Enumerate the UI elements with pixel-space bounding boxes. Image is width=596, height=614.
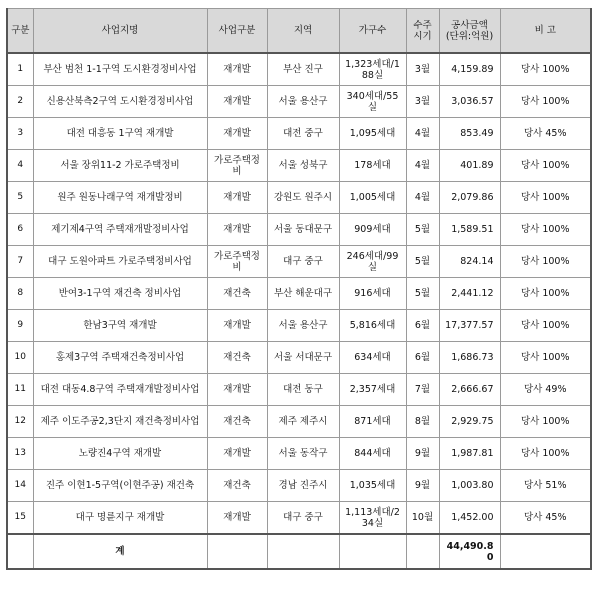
header-amount: 공사금액(단위:억원) [439,9,500,54]
cell-households: 1,005세대 [339,182,406,214]
cell-project-type: 재개발 [207,502,267,535]
cell-amount: 17,377.57 [439,310,500,342]
cell-project-type: 재개발 [207,374,267,406]
cell-no: 7 [7,246,33,278]
cell-project-name: 원주 원동나래구역 재개발정비 [33,182,207,214]
cell-note: 당사 45% [500,118,591,150]
cell-project-type: 재개발 [207,86,267,118]
table-row [7,246,591,278]
cell-amount: 824.14 [439,246,500,278]
cell-households: 871세대 [339,406,406,438]
cell-project-name: 제기제4구역 주택재개발정비사업 [33,214,207,246]
header-region: 지역 [267,9,339,54]
cell-households: 340세대/55실 [339,86,406,118]
cell-project-type: 재건축 [207,470,267,502]
table-row [7,214,591,246]
cell-households: 1,113세대/234실 [339,502,406,535]
cell-project-name: 반여3-1구역 재건축 정비사업 [33,278,207,310]
cell-project-type: 재개발 [207,53,267,86]
table-row [7,278,591,310]
cell-no: 13 [7,438,33,470]
cell-amount: 3,036.57 [439,86,500,118]
cell-project-name: 진주 이현1-5구역(이현주공) 재건축 [33,470,207,502]
cell-project-name: 한남3구역 재개발 [33,310,207,342]
cell-month: 5월 [406,214,439,246]
cell-region: 서울 성북구 [267,150,339,182]
cell-region: 서울 동작구 [267,438,339,470]
cell-region: 대구 중구 [267,502,339,535]
cell-note: 당사 100% [500,310,591,342]
cell-project-name: 대전 대흥동 1구역 재개발 [33,118,207,150]
cell-households: 634세대 [339,342,406,374]
cell-no: 5 [7,182,33,214]
cell-month: 6월 [406,310,439,342]
cell-region: 부산 해운대구 [267,278,339,310]
cell-note: 당사 51% [500,470,591,502]
cell-project-type: 재개발 [207,118,267,150]
table-row [7,438,591,470]
cell-project-name: 부산 범천 1-1구역 도시환경정비사업 [33,53,207,86]
cell-region: 대전 동구 [267,374,339,406]
table-row [7,406,591,438]
cell-month: 9월 [406,470,439,502]
cell-note: 당사 100% [500,182,591,214]
cell-note: 당사 100% [500,150,591,182]
header-month: 수주시기 [406,9,439,54]
cell-amount: 1,003.80 [439,470,500,502]
cell-region: 서울 동대문구 [267,214,339,246]
table-row [7,502,591,535]
cell-project-name: 대구 명륜지구 재개발 [33,502,207,535]
cell-region: 대구 중구 [267,246,339,278]
cell-no: 3 [7,118,33,150]
cell-month: 4월 [406,150,439,182]
cell-region: 강원도 원주시 [267,182,339,214]
cell-amount: 1,987.81 [439,438,500,470]
table-row [7,118,591,150]
cell-households: 246세대/99실 [339,246,406,278]
cell-households: 1,323세대/188실 [339,53,406,86]
cell-households: 1,035세대 [339,470,406,502]
cell-no: 8 [7,278,33,310]
cell-no: 14 [7,470,33,502]
total-row [7,534,591,569]
cell-project-name: 대전 대동4.8구역 주택재개발정비사업 [33,374,207,406]
table-body [7,53,591,534]
cell-note: 당사 100% [500,342,591,374]
cell-no: 6 [7,214,33,246]
cell-amount: 2,929.75 [439,406,500,438]
table-row [7,310,591,342]
cell-amount: 853.49 [439,118,500,150]
cell-project-type: 재건축 [207,278,267,310]
cell-no: 4 [7,150,33,182]
cell-note: 당사 100% [500,278,591,310]
cell-note: 당사 100% [500,438,591,470]
cell-project-type: 가로주택정비 [207,150,267,182]
cell-no: 11 [7,374,33,406]
table-row [7,150,591,182]
cell-month: 8월 [406,406,439,438]
cell-project-type: 재개발 [207,310,267,342]
cell-region: 경남 진주시 [267,470,339,502]
cell-note: 당사 49% [500,374,591,406]
total-amount: 44,490.80 [439,534,500,569]
header-no: 구분 [7,9,33,54]
cell-project-type: 재개발 [207,182,267,214]
cell-month: 10월 [406,502,439,535]
cell-month: 7월 [406,374,439,406]
cell-month: 4월 [406,182,439,214]
header-row [7,9,591,54]
cell-project-type: 재건축 [207,342,267,374]
cell-project-type: 재건축 [207,406,267,438]
cell-note: 당사 100% [500,214,591,246]
cell-project-name: 제주 이도주공2,3단지 재건축정비사업 [33,406,207,438]
cell-project-name: 신용산북측2구역 도시환경정비사업 [33,86,207,118]
table-row [7,342,591,374]
cell-amount: 1,686.73 [439,342,500,374]
cell-no: 1 [7,53,33,86]
cell-month: 3월 [406,86,439,118]
table-row [7,53,591,86]
cell-region: 서울 서대문구 [267,342,339,374]
project-table [6,8,592,570]
total-blank [267,534,339,569]
cell-amount: 401.89 [439,150,500,182]
cell-region: 서울 용산구 [267,310,339,342]
total-blank [207,534,267,569]
cell-households: 178세대 [339,150,406,182]
table-row [7,374,591,406]
total-blank [7,534,33,569]
cell-month: 5월 [406,278,439,310]
cell-amount: 2,666.67 [439,374,500,406]
cell-amount: 1,589.51 [439,214,500,246]
cell-region: 대전 중구 [267,118,339,150]
cell-region: 부산 진구 [267,53,339,86]
cell-region: 제주 제주시 [267,406,339,438]
cell-month: 6월 [406,342,439,374]
cell-note: 당사 100% [500,406,591,438]
header-households: 가구수 [339,9,406,54]
cell-households: 844세대 [339,438,406,470]
table-row [7,86,591,118]
cell-project-name: 서울 장위11-2 가로주택정비 [33,150,207,182]
cell-no: 9 [7,310,33,342]
header-note: 비 고 [500,9,591,54]
cell-amount: 1,452.00 [439,502,500,535]
cell-project-name: 노량진4구역 재개발 [33,438,207,470]
cell-note: 당사 100% [500,53,591,86]
cell-no: 2 [7,86,33,118]
table-row [7,470,591,502]
cell-amount: 2,441.12 [439,278,500,310]
header-name: 사업지명 [33,9,207,54]
cell-project-name: 대구 도원아파트 가로주택정비사업 [33,246,207,278]
cell-no: 15 [7,502,33,535]
total-blank [500,534,591,569]
cell-no: 10 [7,342,33,374]
cell-region: 서울 용산구 [267,86,339,118]
cell-month: 3월 [406,53,439,86]
cell-month: 9월 [406,438,439,470]
cell-note: 당사 45% [500,502,591,535]
cell-amount: 4,159.89 [439,53,500,86]
cell-month: 4월 [406,118,439,150]
cell-note: 당사 100% [500,246,591,278]
project-table-container [6,8,590,570]
cell-note: 당사 100% [500,86,591,118]
cell-project-name: 홍제3구역 주택재건축정비사업 [33,342,207,374]
cell-households: 909세대 [339,214,406,246]
total-blank [339,534,406,569]
cell-households: 1,095세대 [339,118,406,150]
cell-project-type: 재개발 [207,438,267,470]
cell-month: 5월 [406,246,439,278]
table-row [7,182,591,214]
cell-project-type: 재개발 [207,214,267,246]
cell-households: 2,357세대 [339,374,406,406]
cell-amount: 2,079.86 [439,182,500,214]
cell-no: 12 [7,406,33,438]
cell-households: 916세대 [339,278,406,310]
total-blank [406,534,439,569]
cell-project-type: 가로주택정비 [207,246,267,278]
header-type: 사업구분 [207,9,267,54]
total-label: 계 [33,534,207,569]
cell-households: 5,816세대 [339,310,406,342]
